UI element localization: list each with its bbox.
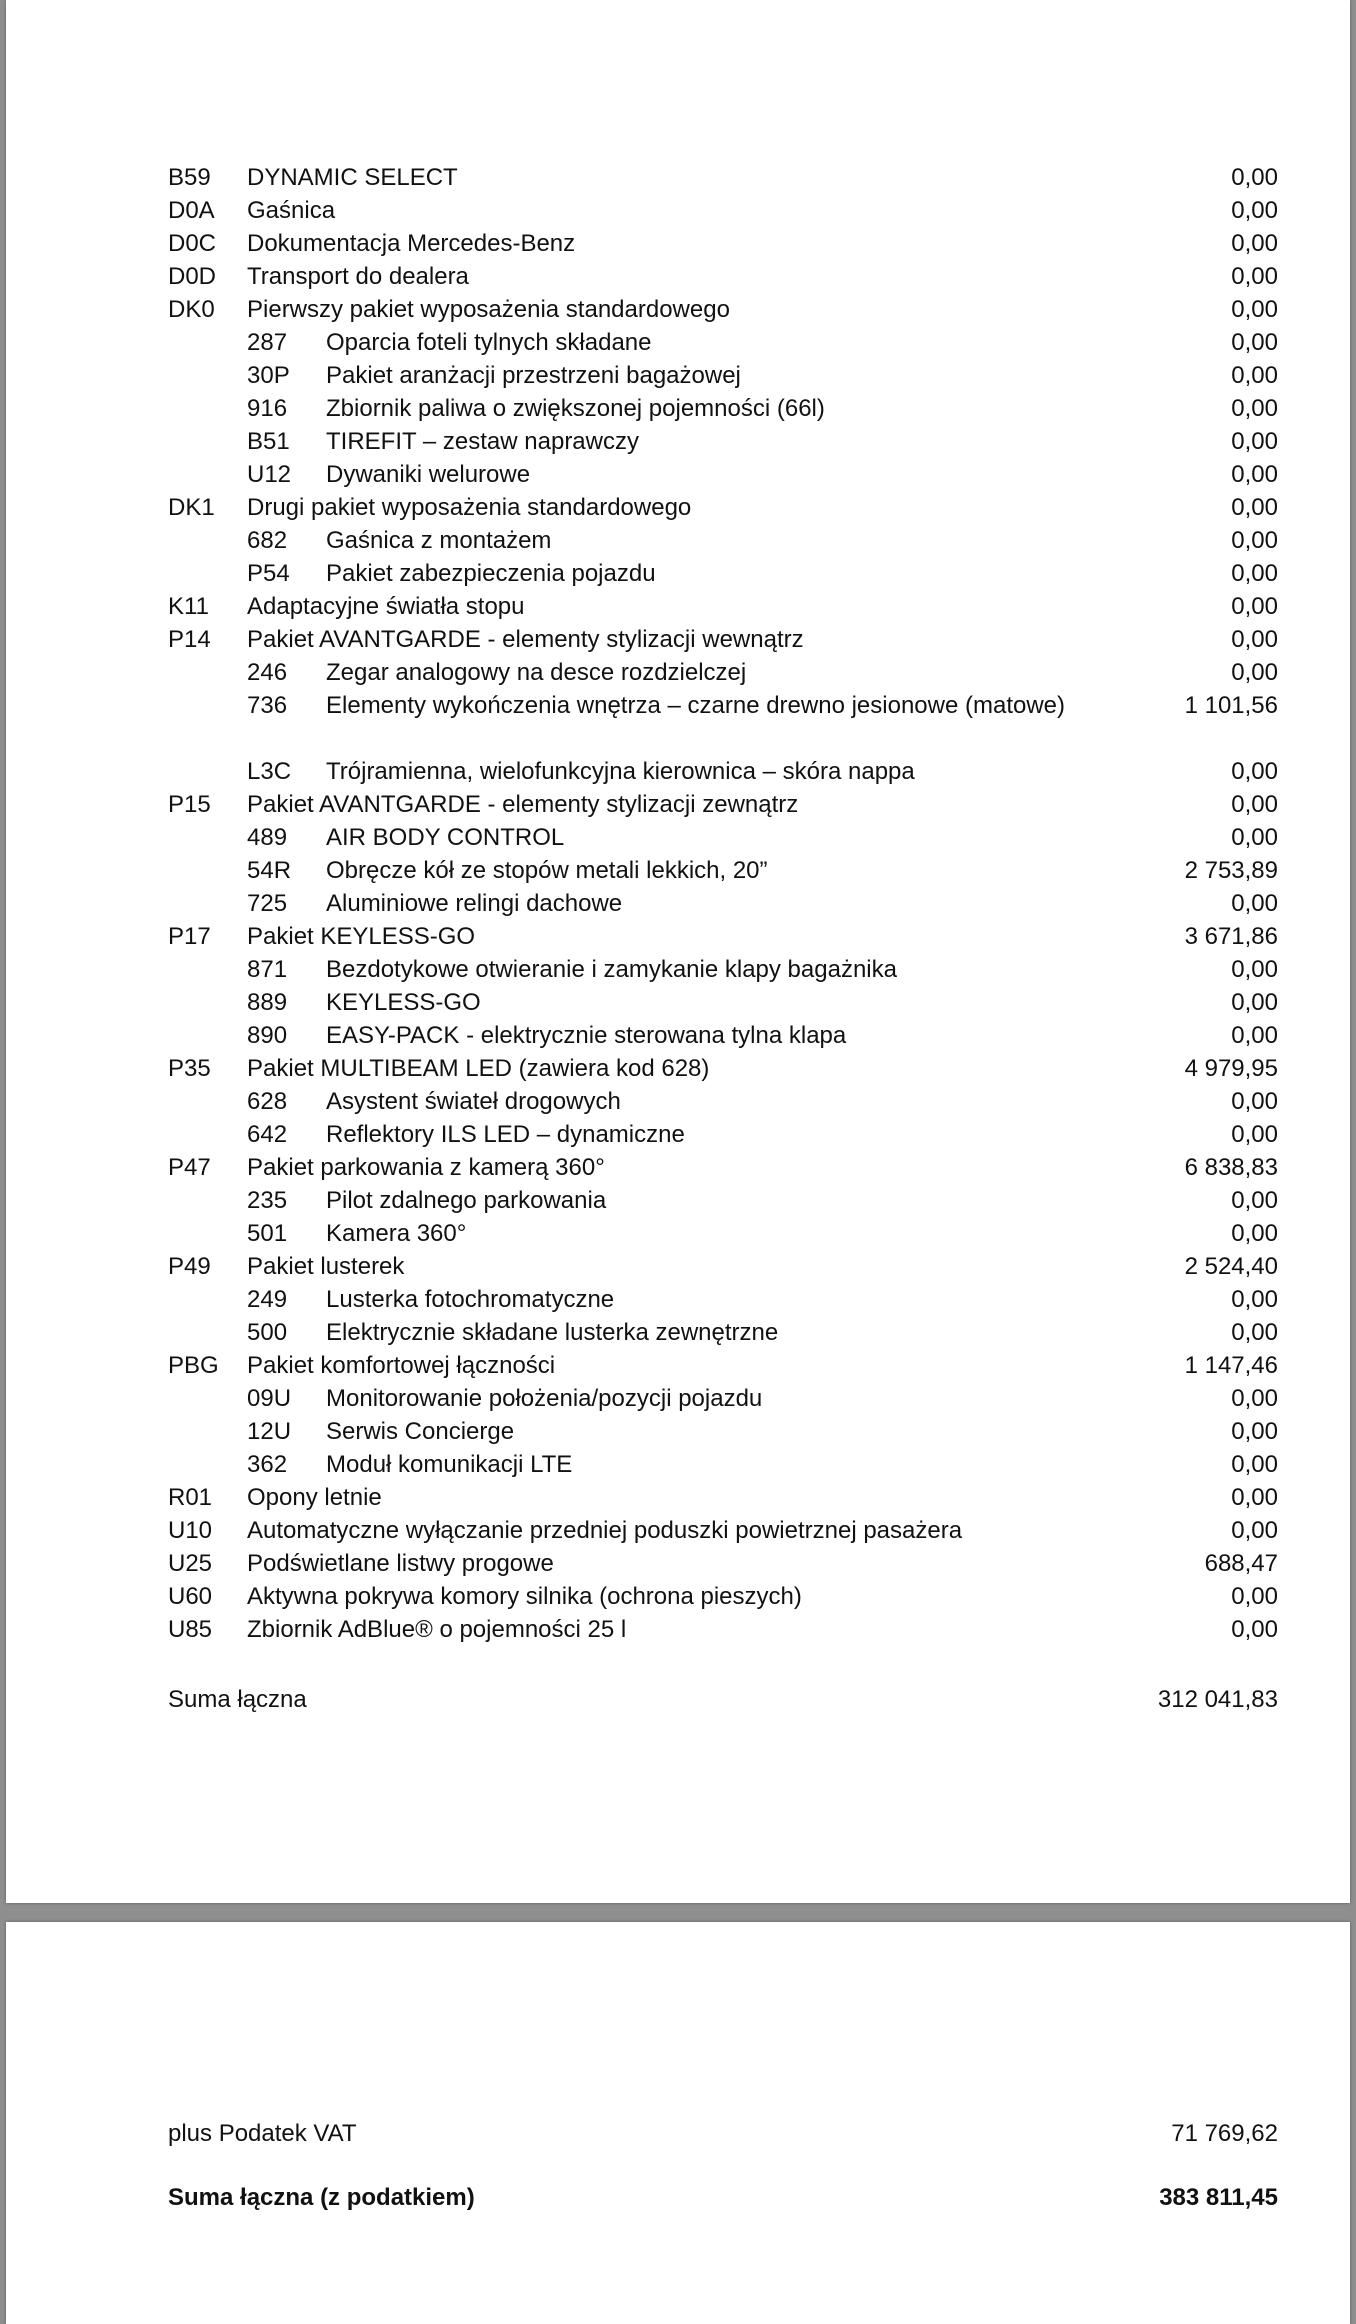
equipment-subitem-row bbox=[168, 557, 1278, 590]
item-code: 889 bbox=[247, 989, 288, 1016]
item-amount: 0,00 bbox=[1231, 428, 1278, 455]
item-code: PBG bbox=[168, 1352, 219, 1379]
item-code: 500 bbox=[247, 1319, 288, 1346]
item-description: Drugi pakiet wyposażenia standardowego bbox=[247, 494, 692, 521]
item-code: 249 bbox=[247, 1286, 288, 1313]
grand-total-value: 383 811,45 bbox=[1159, 2184, 1278, 2211]
item-code: U60 bbox=[168, 1583, 213, 1610]
item-amount: 0,00 bbox=[1231, 1451, 1278, 1478]
equipment-subitem-row bbox=[168, 425, 1278, 458]
item-amount: 2 753,89 bbox=[1184, 857, 1278, 884]
item-description: Aktywna pokrywa komory silnika (ochrona pieszych) bbox=[247, 1583, 802, 1610]
item-description: Pakiet AVANTGARDE - elementy stylizacji zewnątrz bbox=[247, 791, 799, 818]
equipment-subitem-row bbox=[168, 1283, 1278, 1316]
item-code: D0D bbox=[168, 263, 217, 290]
item-code: 725 bbox=[247, 890, 288, 917]
item-description: Asystent świateł drogowych bbox=[326, 1088, 621, 1115]
item-code: 682 bbox=[247, 527, 288, 554]
item-code: 12U bbox=[247, 1418, 292, 1445]
item-amount: 0,00 bbox=[1231, 989, 1278, 1016]
item-description: DYNAMIC SELECT bbox=[247, 164, 458, 191]
item-description: Zbiornik AdBlue® o pojemności 25 l bbox=[247, 1616, 627, 1643]
item-code: U10 bbox=[168, 1517, 213, 1544]
item-description: AIR BODY CONTROL bbox=[326, 824, 565, 851]
item-description: KEYLESS-GO bbox=[326, 989, 481, 1016]
item-description: Obręcze kół ze stopów metali lekkich, 20” bbox=[326, 857, 768, 884]
subtotal-label: Suma łączna bbox=[168, 1686, 307, 1713]
equipment-subitem-row bbox=[168, 656, 1278, 689]
item-code: L3C bbox=[247, 758, 292, 785]
item-description: Pakiet parkowania z kamerą 360° bbox=[247, 1154, 605, 1181]
item-code: U85 bbox=[168, 1616, 213, 1643]
item-description: Trójramienna, wielofunkcyjna kierownica – skóra nappa bbox=[326, 758, 915, 785]
item-amount: 0,00 bbox=[1231, 1220, 1278, 1247]
item-description: Pakiet KEYLESS-GO bbox=[247, 923, 476, 950]
item-description: Adaptacyjne światła stopu bbox=[247, 593, 525, 620]
equipment-item-row bbox=[168, 491, 1278, 524]
item-code: P35 bbox=[168, 1055, 211, 1082]
item-description: Pakiet aranżacji przestrzeni bagażowej bbox=[326, 362, 741, 389]
item-description: Podświetlane listwy progowe bbox=[247, 1550, 554, 1577]
equipment-subitem-row bbox=[168, 986, 1278, 1019]
equipment-item-row bbox=[168, 788, 1278, 821]
equipment-subitem-row bbox=[168, 1184, 1278, 1217]
equipment-subitem-row bbox=[168, 1118, 1278, 1151]
equipment-subitem-row bbox=[168, 458, 1278, 491]
item-description: Pakiet komfortowej łączności bbox=[247, 1352, 556, 1379]
equipment-item-row bbox=[168, 1052, 1278, 1085]
item-description: Zegar analogowy na desce rozdzielczej bbox=[326, 659, 747, 686]
item-description: Pierwszy pakiet wyposażenia standardowego bbox=[247, 296, 730, 323]
item-description: Gaśnica z montażem bbox=[326, 527, 552, 554]
item-amount: 0,00 bbox=[1231, 758, 1278, 785]
item-amount: 0,00 bbox=[1231, 956, 1278, 983]
item-description: Pakiet MULTIBEAM LED (zawiera kod 628) bbox=[247, 1055, 710, 1082]
item-code: B51 bbox=[247, 428, 290, 455]
item-amount: 0,00 bbox=[1231, 1418, 1278, 1445]
item-code: 09U bbox=[247, 1385, 292, 1412]
equipment-item-row bbox=[168, 1349, 1278, 1382]
vat-row bbox=[168, 2117, 1278, 2150]
equipment-item-row bbox=[168, 260, 1278, 293]
equipment-subitem-row bbox=[168, 689, 1278, 755]
item-code: U12 bbox=[247, 461, 292, 488]
item-code: 736 bbox=[247, 692, 288, 719]
equipment-subitem-row bbox=[168, 953, 1278, 986]
item-description: Reflektory ILS LED – dynamiczne bbox=[326, 1121, 685, 1148]
item-amount: 0,00 bbox=[1231, 164, 1278, 191]
equipment-item-row bbox=[168, 227, 1278, 260]
vat-label: plus Podatek VAT bbox=[168, 2120, 357, 2147]
item-amount: 0,00 bbox=[1231, 329, 1278, 356]
item-description: Pilot zdalnego parkowania bbox=[326, 1187, 607, 1214]
item-amount: 6 838,83 bbox=[1184, 1154, 1278, 1181]
item-amount: 0,00 bbox=[1231, 1088, 1278, 1115]
item-amount: 0,00 bbox=[1231, 560, 1278, 587]
item-amount: 0,00 bbox=[1231, 1583, 1278, 1610]
item-code: 287 bbox=[247, 329, 288, 356]
equipment-item-row bbox=[168, 920, 1278, 953]
item-amount: 0,00 bbox=[1231, 296, 1278, 323]
item-code: 30P bbox=[247, 362, 290, 389]
item-code: 871 bbox=[247, 956, 288, 983]
equipment-subitem-row bbox=[168, 326, 1278, 359]
item-description: TIREFIT – zestaw naprawczy bbox=[326, 428, 639, 455]
item-description: Moduł komunikacji LTE bbox=[326, 1451, 573, 1478]
item-amount: 0,00 bbox=[1231, 626, 1278, 653]
item-amount: 0,00 bbox=[1231, 1616, 1278, 1643]
subtotal-value: 312 041,83 bbox=[1157, 1686, 1278, 1713]
item-amount: 0,00 bbox=[1231, 791, 1278, 818]
item-description: Monitorowanie położenia/pozycji pojazdu bbox=[326, 1385, 763, 1412]
item-code: 246 bbox=[247, 659, 288, 686]
item-amount: 0,00 bbox=[1231, 659, 1278, 686]
item-code: 501 bbox=[247, 1220, 288, 1247]
equipment-item-row bbox=[168, 1481, 1278, 1514]
item-description: EASY-PACK - elektrycznie sterowana tylna klapa bbox=[326, 1022, 847, 1049]
item-amount: 0,00 bbox=[1231, 1121, 1278, 1148]
equipment-item-row bbox=[168, 1580, 1278, 1613]
item-code: D0C bbox=[168, 230, 217, 257]
item-code: P15 bbox=[168, 791, 211, 818]
item-description: Gaśnica bbox=[247, 197, 336, 224]
item-amount: 0,00 bbox=[1231, 395, 1278, 422]
document-page-2 bbox=[6, 1922, 1350, 2324]
item-amount: 0,00 bbox=[1231, 1484, 1278, 1511]
equipment-item-row bbox=[168, 623, 1278, 656]
item-amount: 0,00 bbox=[1231, 1286, 1278, 1313]
item-code: 890 bbox=[247, 1022, 288, 1049]
subtotal-row bbox=[168, 1683, 1278, 1716]
item-description: Pakiet zabezpieczenia pojazdu bbox=[326, 560, 656, 587]
item-amount: 0,00 bbox=[1231, 593, 1278, 620]
item-code: P54 bbox=[247, 560, 290, 587]
equipment-item-row bbox=[168, 1547, 1278, 1580]
equipment-list bbox=[168, 161, 1278, 1646]
item-description: Elementy wykończenia wnętrza – czarne drewno jesionowe (matowe) bbox=[326, 692, 1066, 719]
item-amount: 1 147,46 bbox=[1184, 1352, 1278, 1379]
item-code: 362 bbox=[247, 1451, 288, 1478]
equipment-item-row bbox=[168, 161, 1278, 194]
item-description: Serwis Concierge bbox=[326, 1418, 515, 1445]
item-amount: 0,00 bbox=[1231, 1187, 1278, 1214]
item-code: P49 bbox=[168, 1253, 211, 1280]
equipment-subitem-row bbox=[168, 1019, 1278, 1052]
item-amount: 0,00 bbox=[1231, 494, 1278, 521]
item-code: U25 bbox=[168, 1550, 213, 1577]
item-code: 642 bbox=[247, 1121, 288, 1148]
item-amount: 2 524,40 bbox=[1184, 1253, 1278, 1280]
equipment-item-row bbox=[168, 1613, 1278, 1646]
item-description: Zbiornik paliwa o zwiększonej pojemności (66l) bbox=[326, 395, 825, 422]
item-amount: 0,00 bbox=[1231, 1385, 1278, 1412]
item-description: Oparcia foteli tylnych składane bbox=[326, 329, 652, 356]
item-description: Kamera 360° bbox=[326, 1220, 467, 1247]
item-code: 916 bbox=[247, 395, 288, 422]
grand-total-label: Suma łączna (z podatkiem) bbox=[168, 2184, 475, 2211]
item-code: K11 bbox=[168, 593, 209, 620]
equipment-subitem-row bbox=[168, 821, 1278, 854]
item-code: 628 bbox=[247, 1088, 288, 1115]
item-code: P14 bbox=[168, 626, 211, 653]
equipment-subitem-row bbox=[168, 1217, 1278, 1250]
item-amount: 4 979,95 bbox=[1184, 1055, 1278, 1082]
equipment-item-row bbox=[168, 590, 1278, 623]
vat-value: 71 769,62 bbox=[1171, 2120, 1278, 2147]
equipment-subitem-row bbox=[168, 1415, 1278, 1448]
item-amount: 0,00 bbox=[1231, 1022, 1278, 1049]
equipment-subitem-row bbox=[168, 1448, 1278, 1481]
item-description: Bezdotykowe otwieranie i zamykanie klapy bagażnika bbox=[326, 956, 897, 983]
item-amount: 0,00 bbox=[1231, 230, 1278, 257]
grand-total-row bbox=[168, 2181, 1278, 2214]
equipment-item-row bbox=[168, 1514, 1278, 1547]
item-code: 235 bbox=[247, 1187, 288, 1214]
equipment-subitem-row bbox=[168, 854, 1278, 887]
item-description: Transport do dealera bbox=[247, 263, 469, 290]
equipment-subitem-row bbox=[168, 392, 1278, 425]
item-code: D0A bbox=[168, 197, 215, 224]
item-code: R01 bbox=[168, 1484, 213, 1511]
item-amount: 0,00 bbox=[1231, 461, 1278, 488]
item-code: 489 bbox=[247, 824, 288, 851]
item-amount: 0,00 bbox=[1231, 263, 1278, 290]
equipment-subitem-row bbox=[168, 755, 1278, 788]
item-description: Dywaniki welurowe bbox=[326, 461, 531, 488]
item-amount: 0,00 bbox=[1231, 1517, 1278, 1544]
equipment-item-row bbox=[168, 1250, 1278, 1283]
equipment-item-row bbox=[168, 293, 1278, 326]
item-description: Opony letnie bbox=[247, 1484, 382, 1511]
item-code: 54R bbox=[247, 857, 292, 884]
equipment-subitem-row bbox=[168, 1085, 1278, 1118]
equipment-subitem-row bbox=[168, 887, 1278, 920]
equipment-subitem-row bbox=[168, 1382, 1278, 1415]
item-amount: 0,00 bbox=[1231, 362, 1278, 389]
item-description: Dokumentacja Mercedes-Benz bbox=[247, 230, 576, 257]
item-description: Aluminiowe relingi dachowe bbox=[326, 890, 623, 917]
equipment-subitem-row bbox=[168, 359, 1278, 392]
item-description: Lusterka fotochromatyczne bbox=[326, 1286, 615, 1313]
item-amount: 0,00 bbox=[1231, 527, 1278, 554]
item-amount: 3 671,86 bbox=[1184, 923, 1278, 950]
item-amount: 0,00 bbox=[1231, 824, 1278, 851]
item-code: P47 bbox=[168, 1154, 211, 1181]
item-code: DK1 bbox=[168, 494, 215, 521]
equipment-subitem-row bbox=[168, 524, 1278, 557]
document-page-1 bbox=[6, 0, 1350, 1903]
item-description: Pakiet AVANTGARDE - elementy stylizacji wewnątrz bbox=[247, 626, 804, 653]
item-description: Elektrycznie składane lusterka zewnętrzne bbox=[326, 1319, 779, 1346]
equipment-item-row bbox=[168, 194, 1278, 227]
item-code: DK0 bbox=[168, 296, 215, 323]
equipment-item-row bbox=[168, 1151, 1278, 1184]
item-description: Pakiet lusterek bbox=[247, 1253, 405, 1280]
equipment-subitem-row bbox=[168, 1316, 1278, 1349]
item-code: P17 bbox=[168, 923, 211, 950]
item-amount: 1 101,56 bbox=[1184, 692, 1278, 719]
item-description: Automatyczne wyłączanie przedniej poduszki powietrznej pasażera bbox=[247, 1517, 963, 1544]
item-amount: 688,47 bbox=[1204, 1550, 1278, 1577]
item-amount: 0,00 bbox=[1231, 197, 1278, 224]
item-amount: 0,00 bbox=[1231, 890, 1278, 917]
item-amount: 0,00 bbox=[1231, 1319, 1278, 1346]
item-code: B59 bbox=[168, 164, 211, 191]
